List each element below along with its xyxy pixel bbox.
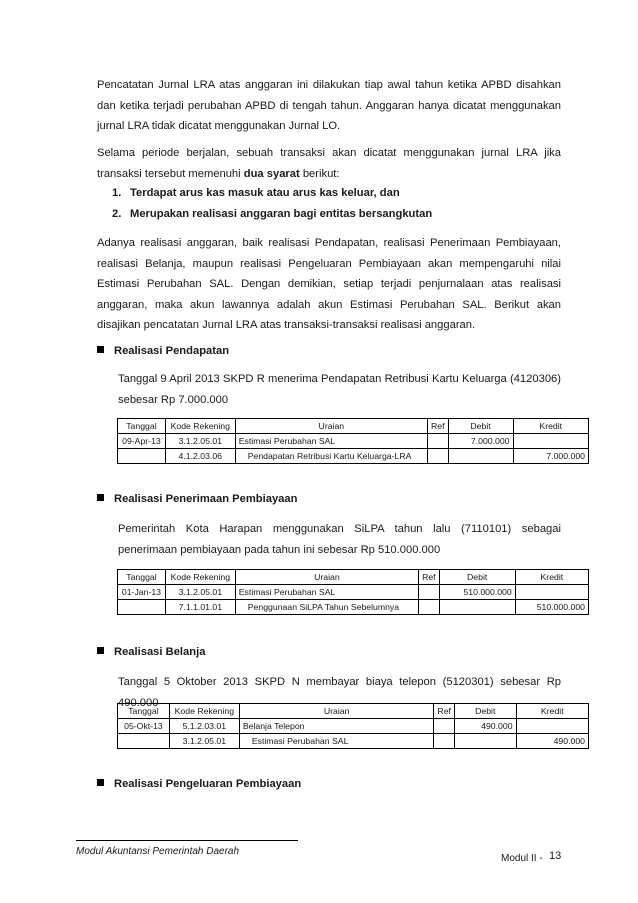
section-title-text: Realisasi Pengeluaran Pembiayaan: [114, 778, 302, 790]
square-bullet-icon: [97, 779, 104, 786]
cell-uraian: Estimasi Perubahan SAL: [239, 734, 434, 749]
journal-table-pendapatan: [117, 418, 589, 464]
intro-paragraph-2: [97, 143, 561, 184]
footer-module-label: Modul II -: [501, 853, 543, 864]
cell-kredit: 490.000: [516, 734, 588, 749]
header-uraian: Uraian: [235, 570, 418, 585]
cell-kode: 3.1.2.05.01: [169, 734, 239, 749]
header-kredit: Kredit: [515, 570, 588, 585]
header-ref: Ref: [419, 570, 440, 585]
cell-kode: 5.1.2.03.01: [169, 719, 239, 734]
cell-ref: [434, 734, 455, 749]
cell-debit: [448, 449, 513, 464]
header-kredit: Kredit: [516, 704, 588, 719]
section-title-pengeluaran-pembiayaan: [97, 778, 301, 790]
cell-kode: 7.1.1.01.01: [165, 600, 235, 615]
square-bullet-icon: [97, 494, 104, 501]
header-ref: Ref: [434, 704, 455, 719]
footer-module-title: Modul Akuntansi Pemerintah Daerah: [76, 846, 240, 857]
header-debit: Debit: [448, 419, 513, 434]
cell-tanggal: 01-Jan-13: [118, 585, 166, 600]
cell-uraian: Estimasi Perubahan SAL: [235, 585, 418, 600]
cell-tanggal: 09-Apr-13: [118, 434, 166, 449]
header-debit: Debit: [439, 570, 515, 585]
cell-ref: [428, 434, 449, 449]
table-row: [118, 734, 589, 749]
table-row: [118, 585, 589, 600]
section-description-belanja: Tanggal 5 Oktober 2013 SKPD N membayar biaya telepon (5120301) sebesar Rp 490.000: [118, 676, 561, 709]
table-header-row: [118, 419, 589, 434]
cell-tanggal: [118, 449, 166, 464]
intro-paragraph-1: Pencatatan Jurnal LRA atas anggaran ini dilakukan tiap awal tahun ketika APBD disahkan dan ketika terjadi perubahan APBD di tengah tahun. Anggaran hanya dicatat menggunakan jurnal LRA tidak dicatat menggunakan Jurnal LO.: [97, 79, 561, 132]
cell-debit: [454, 734, 516, 749]
journal-table-belanja: [117, 703, 589, 749]
footer-rule: [76, 840, 298, 841]
section-title-text: Realisasi Belanja: [114, 646, 206, 658]
table-header-row: [118, 570, 589, 585]
section-title-text: Realisasi Pendapatan: [114, 345, 230, 357]
header-kode-rekening: Kode Rekening: [165, 419, 235, 434]
header-kredit: Kredit: [513, 419, 588, 434]
cell-debit: [439, 600, 515, 615]
section-title-pendapatan: [97, 345, 229, 357]
header-tanggal: Tanggal: [118, 570, 166, 585]
cell-debit: 510.000.000: [439, 585, 515, 600]
header-tanggal: Tanggal: [118, 419, 166, 434]
cell-kredit: 7.000.000: [513, 449, 588, 464]
cell-kode: 3.1.2.05.01: [165, 434, 235, 449]
condition-text: Merupakan realisasi anggaran bagi entitas bersangkutan: [130, 208, 433, 220]
cell-uraian: Pendapatan Retribusi Kartu Keluarga-LRA: [235, 449, 427, 464]
header-kode-rekening: Kode Rekening: [169, 704, 239, 719]
header-ref: Ref: [428, 419, 449, 434]
cell-ref: [419, 585, 440, 600]
cell-debit: 490.000: [454, 719, 516, 734]
header-kode-rekening: Kode Rekening: [165, 570, 235, 585]
cell-tanggal: 05-Okt-13: [118, 719, 170, 734]
condition-number: 2.: [112, 208, 122, 220]
cell-kredit: [515, 585, 588, 600]
cell-ref: [419, 600, 440, 615]
section-title-penerimaan-pembiayaan: [97, 493, 297, 505]
section-description-penerimaan-pembiayaan: Pemerintah Kota Harapan menggunakan SiLPA tahun lalu (7110101) sebagai penerimaan pembiayaan pada tahun ini sebesar Rp 510.000.000: [118, 523, 561, 556]
condition-item-1: [112, 187, 400, 199]
cell-uraian: Penggunaan SiLPA Tahun Sebelumnya: [235, 600, 418, 615]
section-title-belanja: [97, 646, 205, 658]
journal-table-penerimaan-pembiayaan: [117, 569, 589, 615]
intro-paragraph-2-text: Selama periode berjalan, sebuah transaksi akan dicatat menggunakan jurnal LRA jika transaksi tersebut memenuhi: [97, 147, 561, 180]
table-row: [118, 719, 589, 734]
cell-ref: [428, 449, 449, 464]
condition-text: Terdapat arus kas masuk atau arus kas keluar, dan: [130, 187, 400, 199]
condition-number: 1.: [112, 187, 122, 199]
square-bullet-icon: [97, 346, 104, 353]
cell-tanggal: [118, 734, 170, 749]
cell-tanggal: [118, 600, 166, 615]
cell-kode: 4.1.2.03.06: [165, 449, 235, 464]
intro-paragraph-3: Adanya realisasi anggaran, baik realisasi Pendapatan, realisasi Penerimaan Pembiayaan, realisasi Belanja, maupun realisasi Pengeluaran Pembiayaan akan mempengaruhi nilai Estimasi Perubahan SAL. Dengan demikian, setiap terjadi penjurnalaan atas realisasi anggaran, maka akun lawannya adalah akun Estimasi Perubahan SAL. Berikut akan disajikan pencatatan Jurnal LRA atas transaksi-transaksi realisasi anggaran.: [97, 237, 561, 331]
cell-kredit: [516, 719, 588, 734]
cell-kredit: [513, 434, 588, 449]
table-row: [118, 600, 589, 615]
section-title-text: Realisasi Penerimaan Pembiayaan: [114, 493, 298, 505]
cell-ref: [434, 719, 455, 734]
intro-paragraph-2-tail: berikut:: [299, 167, 340, 180]
condition-item-2: [112, 208, 432, 220]
cell-kode: 3.1.2.05.01: [165, 585, 235, 600]
table-row: [118, 434, 589, 449]
cell-uraian: Estimasi Perubahan SAL: [235, 434, 427, 449]
cell-debit: 7.000.000: [448, 434, 513, 449]
header-tanggal: Tanggal: [118, 704, 170, 719]
dua-syarat-emphasis: dua syarat: [243, 167, 300, 180]
section-description-pendapatan: Tanggal 9 April 2013 SKPD R menerima Pendapatan Retribusi Kartu Keluarga (4120306) sebesar Rp 7.000.000: [118, 373, 561, 406]
header-debit: Debit: [454, 704, 516, 719]
header-uraian: Uraian: [235, 419, 427, 434]
table-row: [118, 449, 589, 464]
page-number: 13: [549, 850, 562, 862]
table-header-row: [118, 704, 589, 719]
header-uraian: Uraian: [239, 704, 434, 719]
cell-uraian: Belanja Telepon: [239, 719, 434, 734]
cell-kredit: 510.000.000: [515, 600, 588, 615]
square-bullet-icon: [97, 647, 104, 654]
